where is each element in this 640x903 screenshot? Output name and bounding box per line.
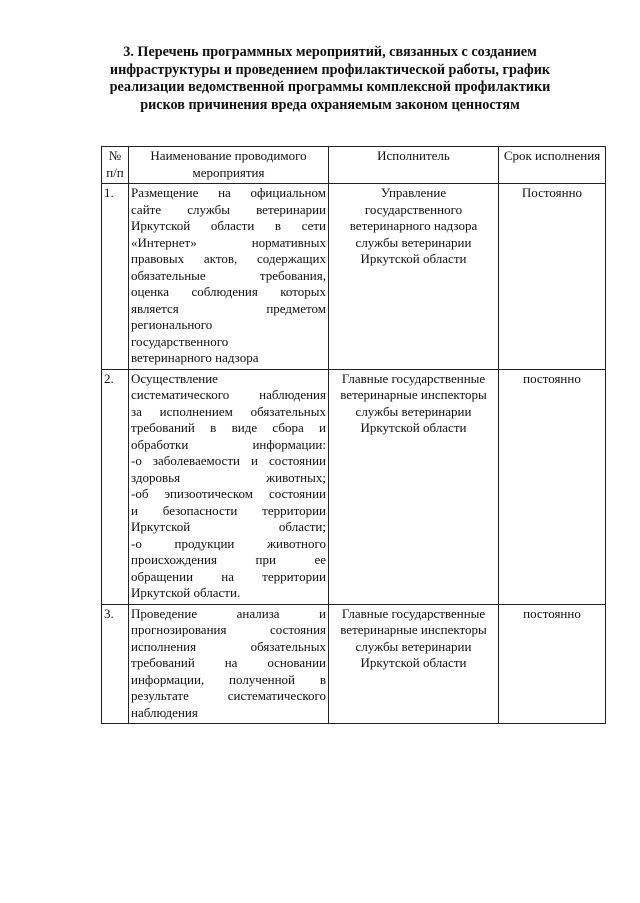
measure-name-line: Осуществление [131,370,218,386]
header-num: № п/п [102,147,129,184]
measure-name-line: Размещение на официальном [131,185,326,200]
title-line: 3. Перечень программных мероприятий, связанных с созданием [123,44,537,60]
section-title [60,44,600,114]
measure-name-line: Иркутской области. [131,585,241,600]
measure-name-line: Иркутской области; [131,519,326,534]
measure-name-line: происхождения при ее [131,552,326,567]
measure-name [129,604,329,724]
measure-name-line: является предметом [131,300,326,316]
measure-name-line: Иркутской области в сети [131,218,326,233]
row-number: 3. [102,604,129,724]
executor: Главные государственные ветеринарные инспекторы службы ветеринарии Иркутской области [329,604,499,724]
term: Постоянно [499,184,606,370]
measure-name-line: за исполнением обязательных [131,403,326,419]
row-number: 2. [102,369,129,604]
title-line: рисков причинения вреда охраняемым законом ценностям [140,96,520,113]
measure-name-line: требований в виде сбора и [131,420,326,435]
measure-name-line: «Интернет» нормативных [131,234,326,250]
header-name: Наименование проводимого мероприятия [129,147,329,184]
table-row [102,184,606,370]
measure-name-line: регионального [131,317,213,332]
title-line: инфраструктуры и проведением профилактической работы, график [109,61,551,78]
measure-name-line: -о заболеваемости и состоянии [131,453,326,468]
measure-name-line: информации, полученной в [131,671,326,687]
measure-name-line: Проведение анализа и [131,605,326,621]
measure-name [129,369,329,604]
term: постоянно [499,604,606,724]
table-header-row [102,147,606,184]
measure-name-line: обработки информации: [131,436,326,452]
measure-name-line: обращении на территории [131,568,326,584]
executor: Главные государственные ветеринарные инспекторы службы ветеринарии Иркутской области [329,369,499,604]
measure-name-line: обязательные требования, [131,267,326,283]
row-number: 1. [102,184,129,370]
title-line: реализации ведомственной программы комплексной профилактики [109,79,551,95]
measure-name-line: наблюдения [131,704,198,720]
measure-name-line: оценка соблюдения которых [131,284,326,299]
measure-name-line: и безопасности территории [131,502,326,518]
measure-name-line: прогнозирования состояния [131,622,326,637]
header-term: Срок исполнения [499,147,606,184]
measure-name-line: требований на основании [131,655,326,670]
measure-name-line: систематического наблюдения [131,387,326,402]
measure-name-line: сайте службы ветеринарии [131,201,326,217]
term: постоянно [499,369,606,604]
measure-name-line: исполнения обязательных [131,638,326,654]
measure-name-line: государственного [131,333,229,349]
measures-table [101,146,606,724]
measure-name-line: правовых актов, содержащих [131,251,326,266]
table-body [102,184,606,724]
header-executor: Исполнитель [329,147,499,184]
table-row [102,604,606,724]
measure-name-line: здоровья животных; [131,469,326,485]
measure-name-line: результате систематического [131,688,326,703]
measure-name-line: ветеринарного надзора [131,350,259,365]
measure-name-line: -об эпизоотическом состоянии [131,486,326,501]
table-row [102,369,606,604]
executor: Управление государственного ветеринарного надзора службы ветеринарии Иркутской области [329,184,499,370]
measure-name-line: -о продукции животного [131,535,326,551]
measure-name [129,184,329,370]
